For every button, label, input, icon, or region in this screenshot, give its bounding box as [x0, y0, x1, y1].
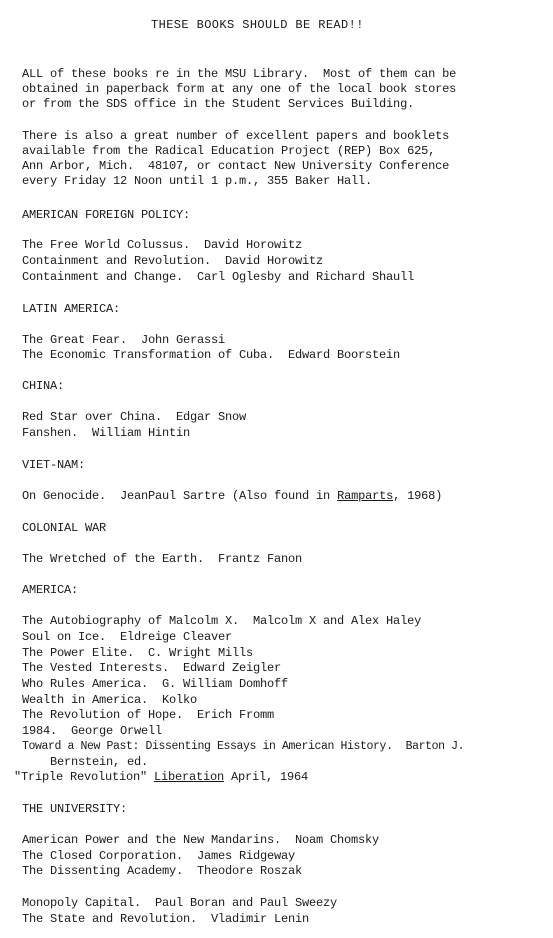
book-entry [22, 489, 442, 503]
book-entry: Wealth in America. Kolko [22, 693, 198, 707]
book-entry: The Dissenting Academy. Theodore Roszak [22, 864, 303, 878]
book-entry: The Economic Transformation of Cuba. Edward Boorstein [22, 348, 401, 362]
page-title: THESE BOOKS SHOULD BE READ!! [151, 18, 364, 32]
section-heading-america: AMERICA: [22, 583, 79, 597]
book-entry: Who Rules America. G. William Domhoff [22, 677, 289, 691]
book-entry: The State and Revolution. Vladimir Lenin [22, 912, 310, 926]
intro-line: or from the SDS office in the Student Services Building. [22, 97, 415, 111]
book-entry: Red Star over China. Edgar Snow [22, 410, 247, 424]
book-entry: The Great Fear. John Gerassi [22, 333, 226, 347]
book-entry: Containment and Revolution. David Horowitz [22, 254, 324, 268]
intro-line: ALL of these books re in the MSU Library. Most of them can be [22, 67, 457, 81]
book-entry: 1984. George Orwell [22, 724, 163, 738]
section-heading-university: THE UNIVERSITY: [22, 802, 128, 816]
entry-text: "Triple Revolution" [14, 770, 155, 784]
book-entry: The Autobiography of Malcolm X. Malcolm X and Alex Haley [22, 614, 422, 628]
book-entry: The Revolution of Hope. Erich Fromm [22, 708, 275, 722]
intro-line: obtained in paperback form at any one of the local book stores [22, 82, 457, 96]
book-entry: The Wretched of the Earth. Frantz Fanon [22, 552, 303, 566]
book-entry: Soul on Ice. Eldreige Cleaver [22, 630, 233, 644]
intro-line: Ann Arbor, Mich. 48107, or contact New University Conference [22, 159, 450, 173]
publication-title: Ramparts [337, 489, 394, 503]
section-heading-latin-america: LATIN AMERICA: [22, 302, 121, 316]
book-entry: The Power Elite. C. Wright Mills [22, 646, 254, 660]
section-heading-viet-nam: VIET-NAM: [22, 458, 86, 472]
section-heading-colonial-war: COLONIAL WAR [22, 521, 107, 535]
book-entry [14, 770, 308, 784]
publication-title: Liberation [154, 770, 225, 784]
entry-text: , 1968) [393, 489, 443, 503]
book-entry: Monopoly Capital. Paul Boran and Paul Sweezy [22, 896, 338, 910]
intro-line: There is also a great number of excellent papers and booklets [22, 129, 450, 143]
book-entry: The Closed Corporation. James Ridgeway [22, 849, 296, 863]
intro-line: available from the Radical Education Project (REP) Box 625, [22, 144, 436, 158]
book-entry-continuation: Bernstein, ed. [22, 755, 149, 769]
book-entry: American Power and the New Mandarins. Noam Chomsky [22, 833, 380, 847]
entry-text: April, 1964 [224, 770, 309, 784]
section-heading-china: CHINA: [22, 379, 65, 393]
book-entry: Containment and Change. Carl Oglesby and Richard Shaull [22, 270, 415, 284]
intro-line: every Friday 12 Noon until 1 p.m., 355 Baker Hall. [22, 174, 373, 188]
book-entry: Fanshen. William Hintin [22, 426, 191, 440]
section-heading-foreign-policy: AMERICAN FOREIGN POLICY: [22, 208, 191, 222]
entry-text: On Genocide. JeanPaul Sartre (Also found in [22, 489, 338, 503]
book-entry: The Free World Colussus. David Horowitz [22, 238, 303, 252]
book-entry: The Vested Interests. Edward Zeigler [22, 661, 282, 675]
book-entry: Toward a New Past: Dissenting Essays in American History. Barton J. [22, 740, 465, 753]
